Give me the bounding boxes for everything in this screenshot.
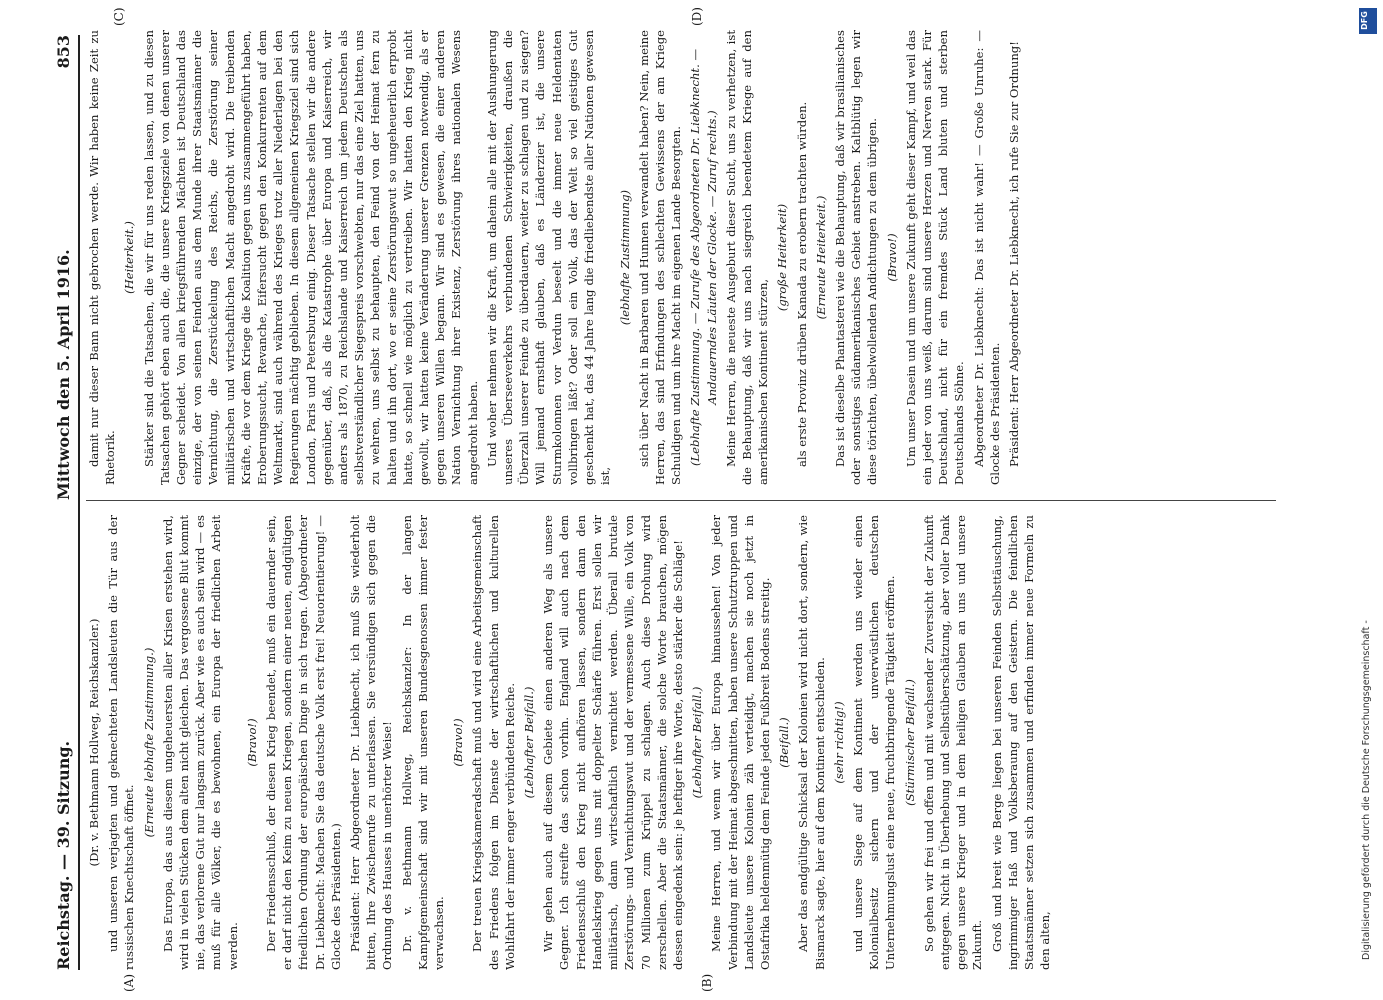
paragraph: Wir gehen auch auf diesem Gebiete einen anderen Weg als unsere Gegner. Ich streifte das schon vorhin. England will auch nach dem Friedensschluß den Krieg nicht aufhören lassen, sondern dann den Handelskrieg gegen uns mit doppelter Schärfe führen. Erst sollen wir militärisch, dann wirtschaftlich vernichtet werden. Überall brutale Zerstörungs- und Vernichtungswut und der vermessene Wille, ein Volk von 70 Millionen zum Krüppel zu schlagen. Auch diese Drohung wird zerschellen. Aber die Staatsmänner, die solche Worte brauchen, mögen dessen eingedenk sein: je heftiger ihre Worte, desto stärker die Schläge!	[541, 515, 685, 970]
margin-mark-b: (B)	[700, 973, 714, 992]
interjection: (Bravo!)	[244, 718, 259, 767]
margin-mark-a: (A)	[122, 973, 136, 992]
header-date: Mittwoch den 5. April 1916.	[54, 249, 73, 500]
paragraph: Um unser Dasein und um unsere Zukunft geht dieser Kampf, und weil das ein jeder von uns weiß, darum sind unsere Herzen und Nerven stark. Für Deutschland, nicht für ein fremdes Stück Land bluten und sterben Deutschlands Söhne.	[903, 30, 967, 485]
paragraph: Der Friedensschluß, der diesen Krieg beendet, muß ein dauernder sein, er darf nicht den Keim zu neuen Kriegen, sondern einer neuen, endgültigen friedlichen Ordnung der europäischen Dinge in sich tragen. (Abgeordneter Dr. Liebknecht: Machen Sie das deutsche Volk erst frei! Neuorientierung! — Glocke des Präsidenten.)	[264, 515, 343, 970]
paragraph: Das Europa, das aus diesem ungeheuersten aller Krisen erstehen wird, wird in vielen Stücken dem alten nicht gleichen. Das vergossene Blut kommt nie, das verlorene Gut nur langsam zurück. Aber wie es auch sein wird — es muß für alle Völker, die es bewohnen, ein Europa der friedlichen Arbeit werden.	[160, 515, 240, 970]
interjection: (Erneute Heiterkeit.)	[813, 195, 828, 320]
left-column	[86, 515, 1286, 970]
page-header	[52, 35, 80, 970]
paragraph: Stärker sind die Tatsachen, die wir für uns reden lassen, und zu diesen Tatsachen gehört eben auch die, die unsere Kriegsziele von denen unserer Gegner scheidet. Von allen kriegsführenden Mächten ist Deutschland das einzige, der von seinen Feinden aus dem Munde ihrer Staatsmänner die Vernichtung, die Zerstückelung des Reichs, die Zerstörung seiner militärischen und wirtschaftlichen Macht angedroht wird. Die treibenden Kräfte, die vor dem Kriege die Koalition gegen uns zusammengeführt haben, Eroberungssucht, Revanche, Eifersucht gegen den Konkurrenten auf dem Weltmarkt, sind auch während des Krieges trotz aller Niederlagen bei den Regierungen mächtig geblieben. In diesem allgemeinen Kriegsziel sind sich London, Paris und Petersburg einig. Dieser Tatsache stellen wir die andere gegenüber, daß, als die Katastrophe über Europa und Kaiserreich, wir anders als 1870, zu Reichslande und Kaiserreich um jedem Deutschen als selbstverständlicher Siegespreis vorschwebten, nur das eine Ziel hatten, uns zu wehren, uns selbst zu behaupten, den Feind von der Heimat fern zu halten und ihn dort, wo er seine Zerstörungswut so ungeheuerlich erprobt hatte, so schnell wie möglich zu vertreiben. Wir hatten den Krieg nicht gewollt, wir hatten keine Veränderung unserer Grenzen notwendig, als er gegen unseren Willen begann. Wir sind es gewesen, die einer anderen Nation Vernichtung ihrer Existenz, Zerstörung ihres nationalen Wesens angedroht haben.	[141, 30, 480, 485]
paragraph: Dr. v. Bethmann Hollweg, Reichskanzler: In der langen Kampfgemeinschaft sind wir mit unseren Bundesgenossen immer fester verwachsen.	[399, 515, 447, 970]
paragraph: damit nur dieser Bann nicht gebrochen werde. Wir haben keine Zeit zu Rhetorik.	[87, 30, 118, 485]
president-remark: Präsident: Herr Abgeordneter Dr. Liebknecht, ich rufe Sie zur Ordnung!	[1006, 41, 1021, 467]
side-credit-text: Digitalisierung gefördert durch die Deutsche Forschungsgemeinschaft -	[1361, 620, 1372, 960]
interjection: (große Heiterkeit)	[775, 203, 790, 312]
paragraph: und unsere Siege auf dem Kontinent werden uns wieder einen Kolonialbesitz sichern und der unverwüstlichen deutschen Unternehmungslust eine neue, fruchtbringende Tätigkeit eröffnen.	[850, 515, 898, 970]
speaker-note: (Dr. v. Bethmann Hollweg, Reichskanzler.)	[87, 618, 101, 867]
interjection: (sehr richtig!)	[831, 701, 846, 784]
paragraph: So gehen wir frei und offen und mit wachsender Zuversicht der Zukunft entgegen. Nicht in Überhebung und Selbstüberschätzung, aber voller Dank gegen unsere Krieger und in dem heiligen Glauben an uns und unsere Zukunft.	[921, 515, 985, 970]
side-credit	[1361, 40, 1375, 960]
interjection: (Bravo!)	[884, 233, 899, 282]
interjection: (Beifall.)	[777, 717, 792, 768]
interjection: (Stürmischer Beifall.)	[902, 679, 917, 806]
interjection: (lebhafte Zustimmung)	[617, 189, 632, 326]
header-left: Reichstag. — 39. Sitzung.	[54, 740, 73, 970]
paragraph: Meine Herren, und wenn wir über Europa hinaussehen! Von jeder Verbindung mit der Heimat abgeschnitten, haben unsere Schutztruppen und Landsleute unsere Kolonien zäh verteidigt, machen sie noch jetzt in Ostafrika heldenmütig dem Feinde jeden Fußbreit Bodens streitig.	[709, 515, 772, 970]
president-remark: Präsident: Herr Abgeordneter Dr. Liebknecht, ich muß Sie wiederholt bitten, Ihre Zwischenrufe zu unterlassen. Sie versündigen sich gegen die Ordnung des Hauses in unerhörter Weise!	[348, 515, 395, 970]
paragraph: als erste Provinz drüben Kanada zu erobern trachten würden.	[794, 101, 809, 467]
interjection: (Lebhafte Zustimmung. — Zurufe des Abgeordneten Dr. Liebknecht. — Andauerndes Läuten der Glocke. — Zuruf rechts.)	[688, 48, 719, 467]
interjection: (Bravo!)	[451, 718, 466, 767]
paragraph: Und woher nehmen wir die Kraft, um daheim alle mit der Aushungerung unseres Überseeverkehrs verbundenen Schwierigkeiten, draußen die Überzahl unserer Feinde zu überdauern, weiter zu schlagen und zu siegen? Will jemand ernsthaft glauben, daß es Länderzier ist, die unsere Sturmkolonnen vor Verdun beseelt und die immer neue Heldentaten vollbringen läßt? Oder soll ein Volk, das der Welt so viel geistiges Gut geschenkt hat, das 44 Jahre lang die friedliebendste aller Nationen gewesen ist,	[484, 30, 613, 485]
paragraph: Meine Herren, die neueste Ausgeburt dieser Sucht, uns zu verhetzen, ist die Behauptung, daß wir uns nach siegreich beendetem Kriege auf den amerikanischen Kontinent stürzen,	[723, 30, 771, 485]
paragraph: Abgeordneter Dr. Liebknecht: Das ist nicht wahr! — Große Unruhe: — Glocke des Präsidenten.	[971, 30, 1002, 485]
paragraph: Groß und breit wie Berge liegen bei unseren Feinden Selbsttäuschung, ingrimmiger Haß und Volksberaung auf den Geistern. Die feindlichen Staatsmänner setzen sich zusammen und erfinden immer neue Formeln zu den alten,	[989, 515, 1053, 970]
interjection: (Lebhafter Beifall.)	[690, 686, 705, 799]
paragraph: und unseren verjagten und geknechteten Landsleuten die Tür aus der russischen Knechtschaft öffnet.	[106, 515, 137, 970]
margin-mark-d: (D)	[690, 7, 704, 26]
logo-label: DFG	[1359, 11, 1369, 30]
column-divider	[86, 500, 1276, 501]
paragraph: Aber das endgültige Schicksal der Kolonien wird nicht dort, sondern, wie Bismarck sagte, hier auf dem Kontinent entschieden.	[796, 515, 827, 970]
interjection: (Lebhafter Beifall.)	[522, 686, 537, 799]
paragraph: Der treuen Kriegskameradschaft muß und wird eine Arbeitsgemeinschaft des Friedens folgen im Dienste der wirtschaftlichen und kulturellen Wohlfahrt der immer enger verbündeten Reiche.	[470, 515, 517, 970]
paragraph: Das ist dieselbe Phantasterei wie die Behauptung, daß wir brasilianisches oder sonstiges südamerikanisches Gebiet anstreben. Kaltblütig legen wir diese törichten, übelwollenden Andichtungen zu dem übrigen.	[832, 30, 880, 485]
page-number: 853	[54, 35, 73, 69]
interjection: (Erneute lebhafte Zustimmung.)	[141, 647, 156, 838]
dfg-logo	[1359, 8, 1377, 34]
right-column	[86, 30, 1286, 485]
interjection: (Heiterkeit.)	[122, 221, 137, 294]
margin-mark-c: (C)	[112, 7, 126, 26]
paragraph: sich über Nacht in Barbaren und Hunnen verwandelt haben? Nein, meine Herren, das sind Erfindungen des schlechten Gewissens der am Kriege Schuldigen und um ihre Macht im eigenen Lande Besorgten.	[636, 30, 684, 485]
